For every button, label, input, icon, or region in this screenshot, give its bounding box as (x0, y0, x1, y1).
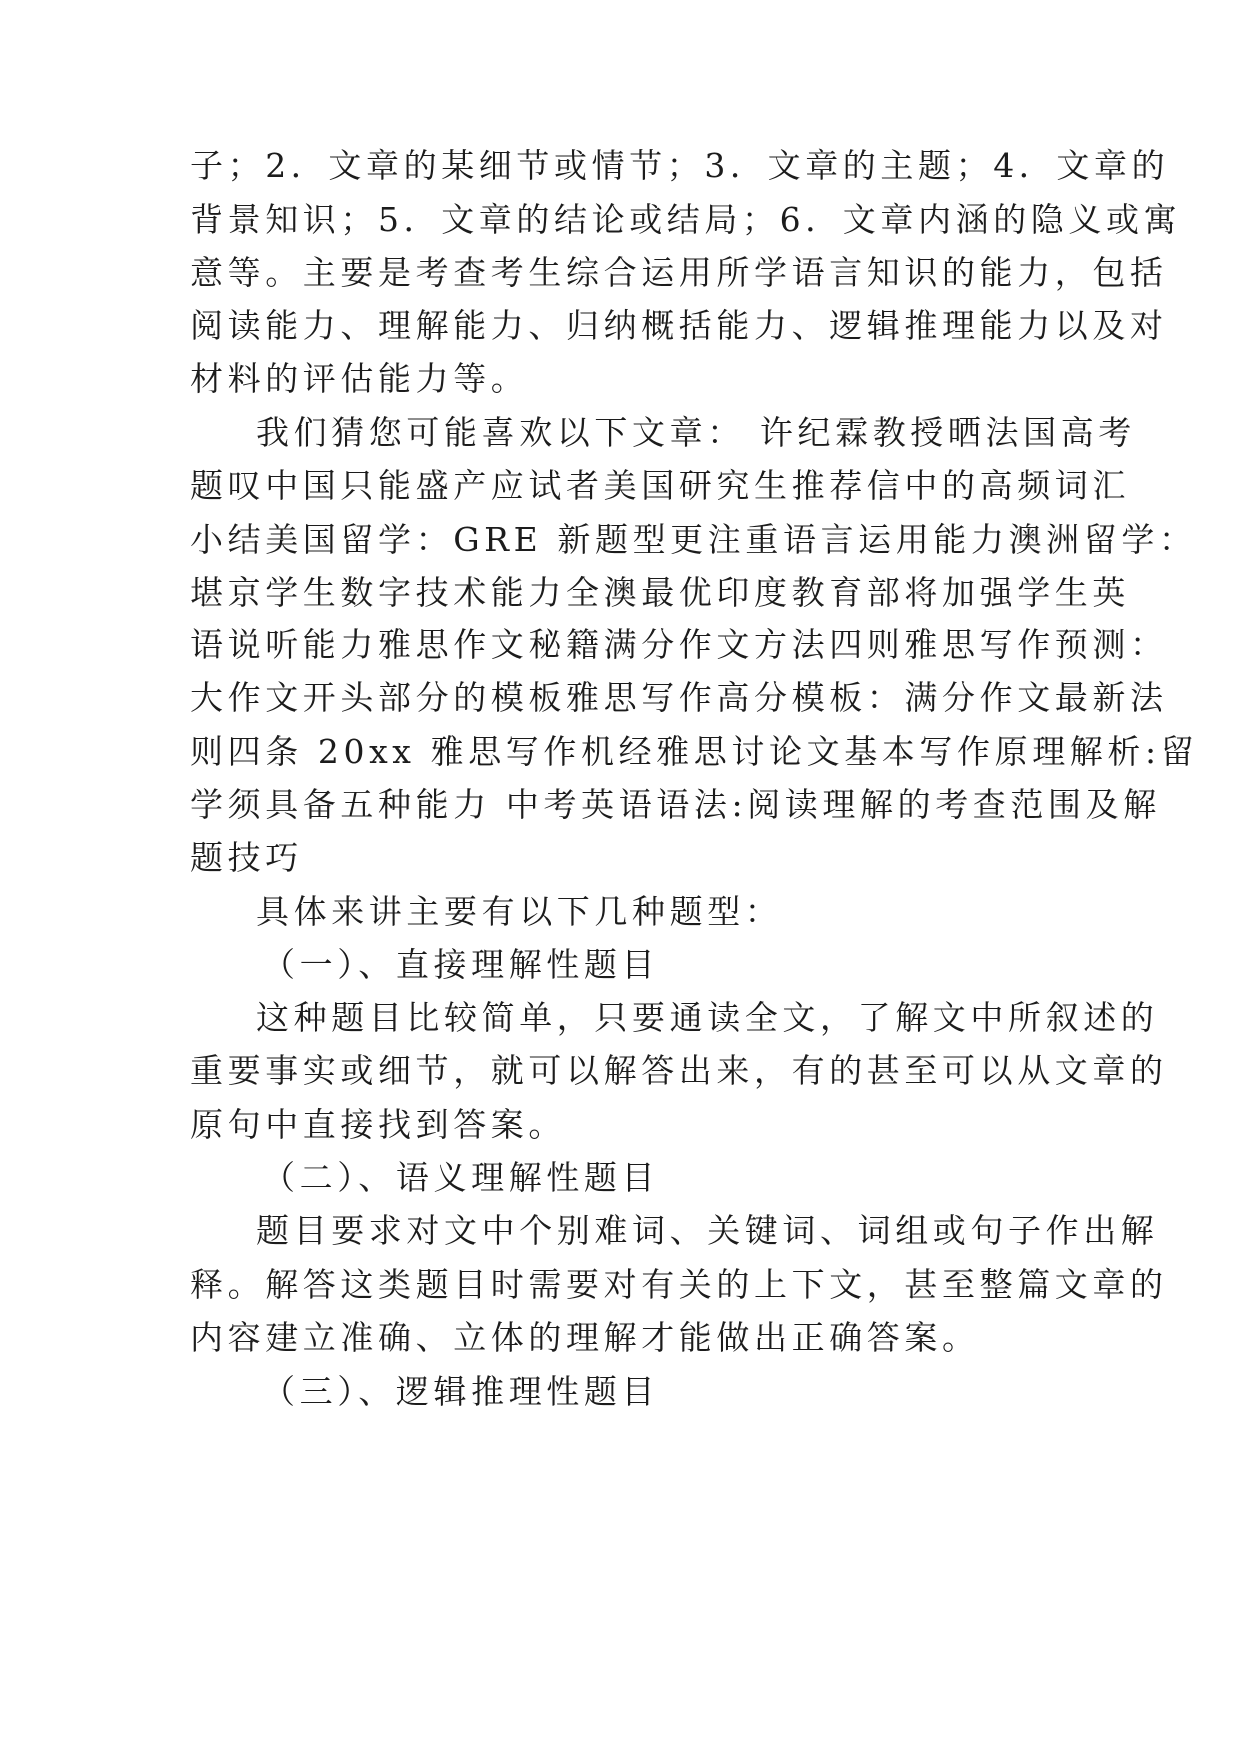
body-text-line: 意等。主要是考查考生综合运用所学语言知识的能力，包括 (190, 253, 1168, 292)
body-text-line: 阅读能力、理解能力、归纳概括能力、逻辑推理能力以及对 (190, 306, 1168, 345)
body-text-line: 释。解答这类题目时需要对有关的上下文，甚至整篇文章的 (190, 1265, 1168, 1304)
body-text-line: 内容建立准确、立体的理解才能做出正确答案。 (190, 1318, 980, 1357)
body-text-line: 重要事实或细节，就可以解答出来，有的甚至可以从文章的 (190, 1051, 1168, 1090)
body-text-line: 题目要求对文中个别难词、关键词、词组或句子作出解 (256, 1211, 1159, 1250)
recommended-articles-line: 我们猜您可能喜欢以下文章： 许纪霖教授晒法国高考 (256, 413, 1136, 452)
recommended-articles-line: 大作文开头部分的模板雅思写作高分模板：满分作文最新法 (190, 678, 1168, 717)
recommended-articles-line: 题叹中国只能盛产应试者美国研究生推荐信中的高频词汇 (190, 466, 1130, 505)
section-heading: （一）、直接理解性题目 (262, 945, 660, 984)
recommended-articles-line: 学须具备五种能力 中考英语语法:阅读理解的考查范围及解 (190, 785, 1161, 824)
recommended-articles-line: 则四条 20xx 雅思写作机经雅思讨论文基本写作原理解析:留 (190, 732, 1199, 771)
body-text-line: 材料的评估能力等。 (190, 359, 529, 398)
body-text-line: 这种题目比较简单，只要通读全文，了解文中所叙述的 (256, 998, 1159, 1037)
recommended-articles-line: 题技巧 (190, 838, 303, 877)
recommended-articles-line: 堪京学生数字技术能力全澳最优印度教育部将加强学生英 (190, 573, 1130, 612)
recommended-articles-line: 小结美国留学：GRE 新题型更注重语言运用能力澳洲留学： (190, 520, 1197, 559)
section-heading: （二）、语义理解性题目 (262, 1158, 660, 1197)
body-text-line: 子；2．文章的某细节或情节；3．文章的主题；4．文章的 (190, 146, 1170, 185)
body-text-line: 具体来讲主要有以下几种题型： (256, 892, 783, 931)
section-heading: （三）、逻辑推理性题目 (262, 1372, 660, 1411)
body-text-line: 背景知识；5．文章的结论或结局；6．文章内涵的隐义或寓 (190, 200, 1182, 239)
recommended-articles-line: 语说听能力雅思作文秘籍满分作文方法四则雅思写作预测： (190, 625, 1168, 664)
body-text-line: 原句中直接找到答案。 (190, 1105, 566, 1144)
